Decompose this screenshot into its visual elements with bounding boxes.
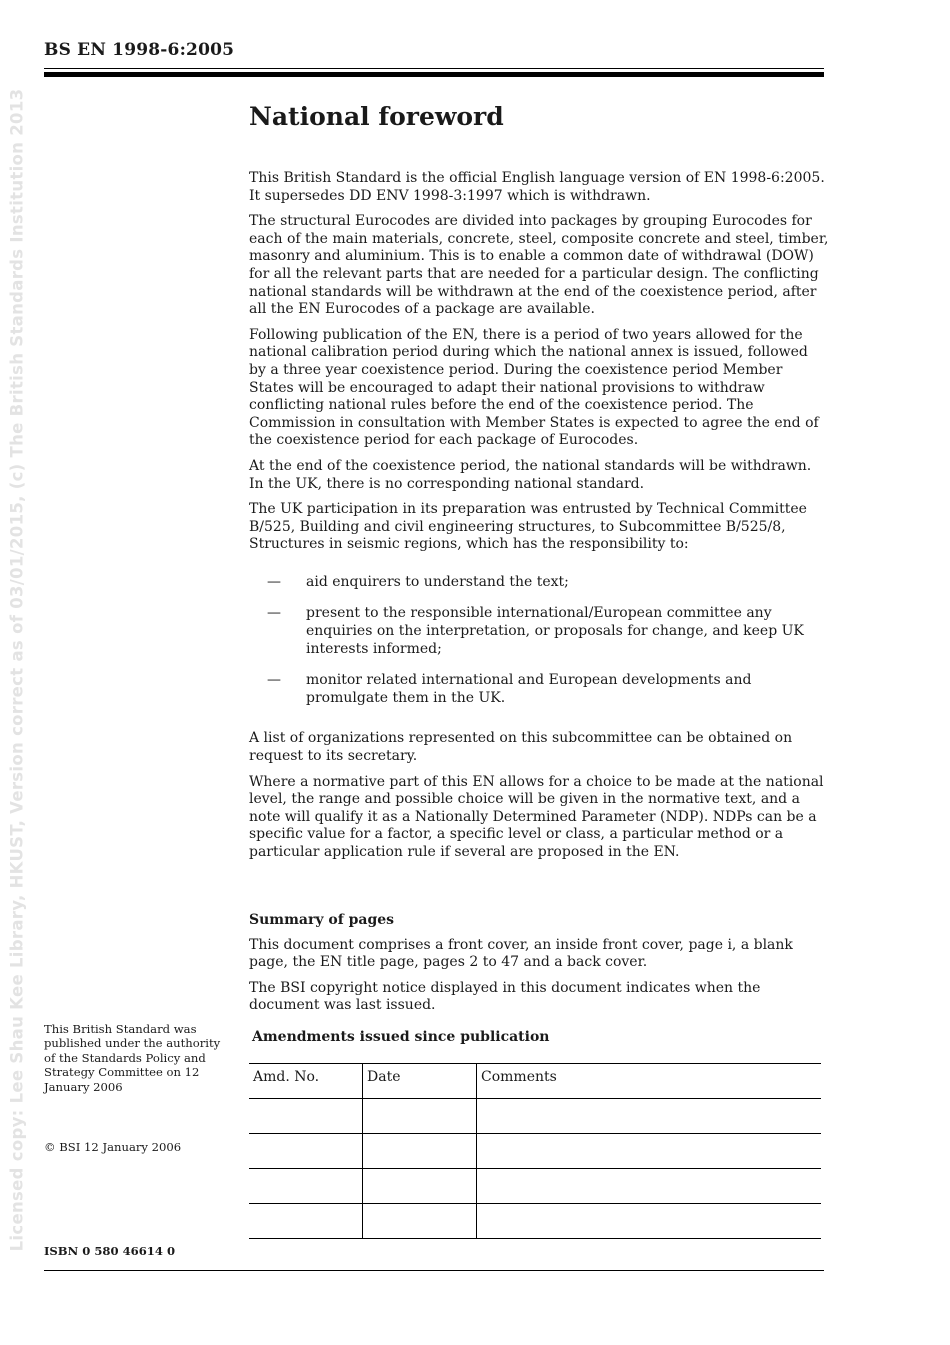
dash-marker: — [267, 605, 281, 622]
column-header-amd-no: Amd. No. [249, 1064, 363, 1099]
amendments-heading: Amendments issued since publication [252, 1029, 550, 1045]
list-item-text: monitor related international and European developments and promulgate them in the UK. [306, 672, 752, 706]
summary-paragraph: The BSI copyright notice displayed in this document indicates when the document was last issued. [249, 979, 761, 1014]
table-cell [477, 1204, 822, 1239]
header-rule-thin [44, 68, 824, 69]
dash-marker: — [267, 573, 281, 590]
table-row [249, 1204, 821, 1239]
publication-note: This British Standard was published under the authority of the Standards Policy and Strategy Committee on 12 January 2006 [44, 1022, 221, 1094]
summary-paragraph: This document comprises a front cover, an inside front cover, page i, a blank page, the EN title page, pages 2 to 47 and a back cover. [249, 936, 793, 971]
list-item [249, 605, 829, 658]
list-item [249, 672, 829, 707]
table-cell [477, 1169, 822, 1204]
table-cell [363, 1204, 477, 1239]
table-cell [477, 1099, 822, 1134]
column-header-date: Date [363, 1064, 477, 1099]
paragraph: This British Standard is the official English language version of EN 1998-6:2005. It supersedes DD ENV 1998-3:1997 which is withdrawn. [249, 170, 825, 204]
table-row [249, 1134, 821, 1169]
paragraph: Where a normative part of this EN allows for a choice to be made at the national level, the range and possible choice will be given in the normative text, and a note will qualify it as a Nationally Determined Parameter (NDP). NDPs can be a specific value for a factor, a specific level or class, a particular method or a particular application rule if several are proposed in the EN. [249, 773, 824, 860]
table-row [249, 1099, 821, 1134]
list-item [249, 574, 829, 592]
copyright-notice: © BSI 12 January 2006 [44, 1140, 182, 1154]
license-watermark: Licensed copy: Lee Shau Kee Library, HKUST, Version correct as of 03/01/2015, (c) The British Standards Institution 2013 [7, 88, 27, 1252]
summary-heading: Summary of pages [249, 911, 395, 928]
paragraph: The UK participation in its preparation was entrusted by Technical Committee B/525, Building and civil engineering structures, to Subcommittee B/525/8, Structures in seismic regions, which has the responsibility to: [249, 501, 807, 553]
paragraph: Following publication of the EN, there is a period of two years allowed for the national calibration period during which the national annex is issued, followed by a three year coexistence period. During the coexistence period Member States will be encouraged to adapt their national provisions to withdraw conflicting national rules before the end of the coexistence period. The Commission in consultation with Member States is expected to agree the end of the coexistence period for each package of Eurocodes. [249, 326, 819, 449]
table-cell [249, 1204, 363, 1239]
responsibility-list [249, 574, 829, 708]
paragraph: A list of organizations represented on this subcommittee can be obtained on request to its secretary. [249, 730, 793, 765]
table-cell [363, 1134, 477, 1169]
footer-rule [44, 1270, 824, 1271]
header-rule-thick [44, 72, 824, 77]
table-row [249, 1169, 821, 1204]
column-header-comments: Comments [477, 1064, 822, 1099]
isbn: ISBN 0 580 46614 0 [44, 1244, 176, 1258]
main-content [249, 100, 829, 1023]
amendments-table [249, 1063, 821, 1239]
table-cell [249, 1169, 363, 1204]
list-item-text: present to the responsible international/European committee any enquiries on the interpretation, or proposals for change, and keep UK interests informed; [306, 605, 804, 657]
table-cell [249, 1099, 363, 1134]
table-cell [249, 1134, 363, 1169]
list-item-text: aid enquirers to understand the text; [306, 573, 569, 590]
table-header-row [249, 1064, 821, 1099]
table-cell [477, 1134, 822, 1169]
page-title: National foreword [249, 102, 504, 131]
paragraph: At the end of the coexistence period, the national standards will be withdrawn. In the UK, there is no corresponding national standard. [249, 457, 812, 492]
table-cell [363, 1099, 477, 1134]
standard-id: BS EN 1998-6:2005 [44, 40, 235, 60]
dash-marker: — [267, 672, 281, 689]
table-cell [363, 1169, 477, 1204]
paragraph: The structural Eurocodes are divided into packages by grouping Eurocodes for each of the main materials, concrete, steel, composite concrete and steel, timber, masonry and aluminium. This is to enable a common date of withdrawal (DOW) for all the relevant parts that are needed for a particular design. The conflicting national standards will be withdrawn at the end of the coexistence period, after all the EN Eurocodes of a package are available. [249, 213, 829, 318]
